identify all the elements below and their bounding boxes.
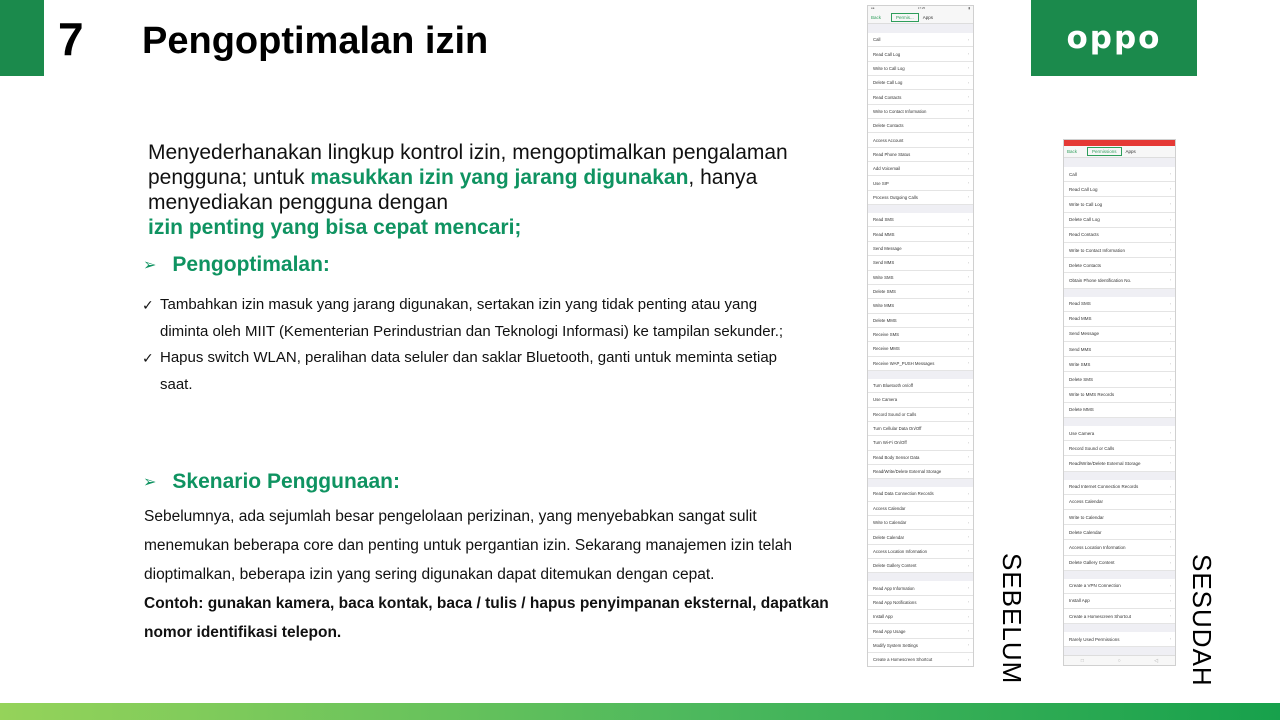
- permission-label: Access Location Information: [873, 548, 927, 554]
- permission-row[interactable]: [868, 299, 973, 313]
- permission-label: Read Internet Connection Records: [1069, 484, 1139, 490]
- chevron-right-icon: ›: [1169, 431, 1171, 436]
- permission-label: Modify System Settings: [873, 642, 918, 648]
- tab-permissions[interactable]: Permis...: [891, 13, 919, 22]
- permission-row[interactable]: [868, 342, 973, 356]
- permission-row[interactable]: [1064, 258, 1175, 273]
- scenario-example: Contoh: gunakan kamera, baca kontak, baca / tulis / hapus penyimpanan eksternal, dapatkan nomor identifikasi telepon.: [144, 595, 829, 641]
- permission-row[interactable]: [868, 328, 973, 342]
- permission-label: Write to Contact Information: [873, 108, 927, 114]
- permission-row[interactable]: [868, 62, 973, 76]
- permission-row[interactable]: [868, 90, 973, 104]
- permission-label: Receive WAP_PUSH Messages: [873, 360, 935, 366]
- permission-label: Read Call Log: [873, 51, 901, 57]
- permission-label: Turn Bluetooth on/off: [873, 383, 913, 389]
- intro-text-1: Menyederhanakan lingkup kontrol izin, mengoptimalkan pengalaman pengguna; untuk: [148, 141, 788, 189]
- permission-label: Use Camera: [1069, 430, 1095, 436]
- permission-label: Call: [873, 37, 881, 43]
- list-item: [142, 345, 802, 398]
- nav-home-icon[interactable]: ○: [1117, 657, 1121, 664]
- chevron-right-icon: ›: [1169, 263, 1171, 268]
- list-section-divider: [868, 25, 973, 33]
- slide-number: 7: [58, 13, 84, 65]
- permission-label: Create a Homescreen Shortcut: [1069, 613, 1132, 619]
- permission-label: Read App Information: [873, 585, 915, 591]
- permission-row[interactable]: [1064, 182, 1175, 197]
- chevron-right-icon: ›: [1169, 248, 1171, 253]
- chevron-right-icon: ›: [967, 397, 969, 402]
- optimization-heading-text: Pengoptimalan:: [172, 253, 330, 276]
- list-item-text: Hapus switch WLAN, peralihan data seluler dan saklar Bluetooth, ganti untuk meminta setiap saat.: [160, 349, 777, 393]
- permission-row[interactable]: [1064, 609, 1175, 624]
- permission-row[interactable]: [868, 408, 973, 422]
- permission-row[interactable]: [1064, 327, 1175, 342]
- permission-row[interactable]: [1064, 273, 1175, 288]
- permission-label: Delete Gallery Content: [873, 563, 917, 569]
- permission-label: Write to Call Log: [1069, 201, 1103, 207]
- permission-row[interactable]: [868, 451, 973, 465]
- permission-label: Delete Calendar: [873, 534, 905, 540]
- permission-label: Delete Contacts: [1069, 262, 1102, 268]
- permission-row[interactable]: [868, 314, 973, 328]
- permission-row[interactable]: [868, 610, 973, 624]
- permission-label: Record Sound or Calls: [1069, 445, 1115, 451]
- chevron-right-icon: ›: [1169, 187, 1171, 192]
- chevron-right-icon: ›: [1169, 484, 1171, 489]
- chevron-right-icon: ›: [1169, 347, 1171, 352]
- permission-row[interactable]: [868, 422, 973, 436]
- chevron-right-icon: ›: [967, 332, 969, 337]
- chevron-right-icon: ›: [967, 412, 969, 417]
- permission-label: Add Voicemail: [873, 166, 901, 172]
- permission-row[interactable]: [868, 624, 973, 638]
- permission-row[interactable]: [1064, 426, 1175, 441]
- permission-row[interactable]: [1064, 403, 1175, 418]
- chevron-right-icon: ›: [1169, 362, 1171, 367]
- permission-row[interactable]: [868, 379, 973, 393]
- chevron-right-icon: ›: [967, 109, 969, 114]
- intro-highlight-2: izin penting yang bisa cepat mencari;: [148, 216, 522, 239]
- permission-row[interactable]: [868, 33, 973, 47]
- slide-title: Pengoptimalan izin: [142, 20, 489, 62]
- intro-text-2: , hanya menyediakan pengguna dengan: [148, 166, 758, 214]
- back-button[interactable]: Back: [871, 15, 882, 20]
- scenario-heading-text: Skenario Penggunaan:: [172, 470, 400, 493]
- permission-row[interactable]: [1064, 441, 1175, 456]
- permission-label: Receive MMS: [873, 346, 900, 352]
- permission-row[interactable]: [868, 176, 973, 190]
- permission-list: [868, 24, 973, 667]
- chevron-right-icon: ›: [967, 455, 969, 460]
- permission-label: Read Data Connection Records: [873, 491, 934, 497]
- permission-label: Write to Contact Information: [1069, 247, 1125, 253]
- permission-row[interactable]: [1064, 197, 1175, 212]
- permission-row[interactable]: [868, 162, 973, 176]
- permission-row[interactable]: [868, 487, 973, 501]
- permission-row[interactable]: [1064, 167, 1175, 182]
- permission-label: Read MMS: [1069, 316, 1092, 322]
- chevron-right-icon: ›: [967, 181, 969, 186]
- chevron-right-icon: ›: [967, 260, 969, 265]
- permission-row[interactable]: [1064, 388, 1175, 403]
- permission-row[interactable]: [1064, 357, 1175, 372]
- permission-label: Read MMS: [873, 231, 895, 237]
- permission-label: Obtain Phone Identification No.: [1069, 277, 1132, 283]
- chevron-right-icon: ›: [967, 246, 969, 251]
- checkmark-icon: ✓: [142, 297, 154, 313]
- permission-row[interactable]: [1064, 632, 1175, 647]
- chevron-right-icon: ›: [1169, 278, 1171, 283]
- tab-apps[interactable]: Apps: [1125, 149, 1136, 154]
- list-section-divider: [868, 371, 973, 379]
- chevron-right-icon: ›: [967, 535, 969, 540]
- permission-row[interactable]: [1064, 525, 1175, 540]
- list-section-divider: [1064, 472, 1175, 480]
- permission-row[interactable]: [868, 133, 973, 147]
- permission-label: Delete Call Log: [1069, 217, 1100, 223]
- chevron-right-icon: ›: [967, 657, 969, 662]
- permission-label: Delete Calendar: [1069, 529, 1102, 535]
- permission-label: Write to Calendar: [873, 520, 907, 526]
- chevron-right-icon: ›: [1169, 232, 1171, 237]
- chevron-right-icon: ›: [1169, 545, 1171, 550]
- optimization-heading: [143, 253, 330, 277]
- label-after: SESUDAH: [1187, 554, 1217, 687]
- permission-row[interactable]: [868, 393, 973, 407]
- intro-highlight-1: masukkan izin yang jarang digunakan: [310, 166, 689, 189]
- list-section-divider: [1064, 159, 1175, 167]
- permission-row[interactable]: [1064, 243, 1175, 258]
- permission-label: Record Sound or Calls: [873, 411, 917, 417]
- chevron-right-icon: ›: [967, 123, 969, 128]
- permission-label: Turn Cellular Data On/Off: [873, 426, 922, 432]
- nav-back-icon[interactable]: ◁: [1154, 657, 1159, 664]
- permission-row[interactable]: [1064, 495, 1175, 510]
- permission-label: Delete SMS: [1069, 377, 1094, 383]
- permission-row[interactable]: [868, 596, 973, 610]
- chevron-right-icon: ›: [967, 383, 969, 388]
- permission-row[interactable]: [868, 213, 973, 227]
- permission-label: Read SMS: [873, 217, 894, 223]
- permission-label: Access Account: [873, 137, 904, 143]
- permission-label: Read Body Sensor Data: [873, 454, 920, 460]
- permission-label: Delete SMS: [873, 289, 896, 295]
- permission-label: Delete Contacts: [873, 123, 904, 129]
- chevron-right-icon: ›: [967, 629, 969, 634]
- chevron-right-icon: ›: [967, 303, 969, 308]
- permission-row[interactable]: [1064, 594, 1175, 609]
- chevron-right-icon: ›: [967, 614, 969, 619]
- permission-label: Turn Wi-Fi On/Off: [873, 440, 907, 446]
- permission-label: Call: [1069, 171, 1077, 177]
- list-section-divider: [1064, 624, 1175, 632]
- chevron-right-icon: ›: [967, 426, 969, 431]
- chevron-right-icon: ›: [967, 66, 969, 71]
- permission-row[interactable]: [868, 465, 973, 479]
- chevron-right-icon: ›: [967, 52, 969, 57]
- permission-label: Delete Call Log: [873, 80, 903, 86]
- permission-label: Create a VPN Connection: [1069, 583, 1121, 589]
- permission-label: Read Contacts: [1069, 232, 1099, 238]
- chevron-right-icon: ›: [1169, 316, 1171, 321]
- chevron-right-icon: ›: [1169, 637, 1171, 642]
- permission-list: [1064, 158, 1175, 647]
- permission-row[interactable]: [1064, 456, 1175, 471]
- nav-square-icon[interactable]: □: [1080, 657, 1084, 664]
- permission-label: Read Call Log: [1069, 186, 1098, 192]
- chevron-right-icon: ›: [1169, 598, 1171, 603]
- permission-row[interactable]: [868, 271, 973, 285]
- permission-row[interactable]: [1064, 579, 1175, 594]
- permission-label: Send Message: [873, 245, 902, 251]
- chevron-right-icon: ›: [1169, 331, 1171, 336]
- chevron-right-icon: ›: [967, 289, 969, 294]
- permission-row[interactable]: [868, 436, 973, 450]
- chevron-right-icon: ›: [967, 166, 969, 171]
- permission-row[interactable]: [868, 256, 973, 270]
- chevron-right-icon: ›: [1169, 202, 1171, 207]
- bottom-accent-bar: [0, 703, 1280, 720]
- chevron-right-icon: ›: [967, 152, 969, 157]
- chevron-right-icon: ›: [1169, 407, 1171, 412]
- permission-label: Write SMS: [1069, 361, 1091, 367]
- tab-apps[interactable]: Apps: [922, 15, 934, 20]
- chevron-right-icon: ›: [967, 346, 969, 351]
- logo-text: oppo: [1066, 20, 1162, 56]
- list-item: [142, 292, 802, 345]
- chevron-right-icon: ›: [967, 563, 969, 568]
- permission-row[interactable]: [1064, 510, 1175, 525]
- chevron-right-icon: ›: [967, 600, 969, 605]
- permission-row[interactable]: [868, 639, 973, 653]
- chevron-right-icon: ›: [967, 217, 969, 222]
- permission-label: Rarely Used Permissions: [1069, 636, 1120, 642]
- chevron-right-icon: ›: [1169, 172, 1171, 177]
- permission-label: Write to MMS Records: [1069, 392, 1115, 398]
- permission-label: Read Contacts: [873, 94, 902, 100]
- permission-row[interactable]: [1064, 556, 1175, 571]
- permission-label: Read SMS: [1069, 301, 1091, 307]
- permission-row[interactable]: [868, 516, 973, 530]
- permission-label: Process Outgoing Calls: [873, 194, 918, 200]
- chevron-right-icon: ›: [1169, 515, 1171, 520]
- permission-label: Receive SMS: [873, 332, 900, 338]
- permission-row[interactable]: [868, 148, 973, 162]
- permission-label: Read Phone Status: [873, 151, 911, 157]
- chevron-right-icon: ›: [1169, 499, 1171, 504]
- list-section-divider: [1064, 289, 1175, 297]
- scenario-heading: [143, 470, 400, 494]
- permission-row[interactable]: [868, 242, 973, 256]
- permission-row[interactable]: [868, 559, 973, 573]
- back-button[interactable]: Back: [1067, 149, 1078, 154]
- permission-label: Write to Call Log: [873, 65, 905, 71]
- list-section-divider: [868, 205, 973, 213]
- permission-label: Read/Write/Delete External Storage: [873, 469, 942, 475]
- list-section-divider: [1064, 571, 1175, 579]
- status-bar: ●● 17:25 ▮: [868, 6, 973, 12]
- permission-row[interactable]: [868, 530, 973, 544]
- chevron-right-icon: ›: [967, 195, 969, 200]
- chevron-right-icon: ›: [967, 37, 969, 42]
- permission-label: Delete MMS: [873, 317, 897, 323]
- chevron-right-icon: ›: [967, 138, 969, 143]
- permission-row[interactable]: [868, 545, 973, 559]
- permission-row[interactable]: [868, 357, 973, 371]
- permission-label: Delete Gallery Content: [1069, 560, 1115, 566]
- chevron-right-icon: ›: [967, 586, 969, 591]
- permission-row[interactable]: [1064, 312, 1175, 327]
- chevron-right-icon: ›: [967, 318, 969, 323]
- permission-row[interactable]: [1064, 228, 1175, 243]
- slide-number-block: [0, 0, 44, 76]
- chevron-right-icon: ›: [967, 491, 969, 496]
- chevron-right-icon: ›: [967, 520, 969, 525]
- chevron-right-icon: ›: [1169, 377, 1171, 382]
- scenario-text: Sebelumnya, ada sejumlah besar pengelolaan perizinan, yang menyebabkan sangat sulit menemukan beberapa core dan penting untuk pergantian izin. Sekarang manajemen izin telah dioptimalkan, beberapa izin yang sering digunakan dapat ditemukan dengan cepat.: [144, 508, 792, 583]
- arrow-bullet-icon: ➢: [143, 257, 157, 274]
- permission-label: Write SMS: [873, 274, 894, 280]
- optimization-list: [142, 292, 802, 398]
- chevron-right-icon: ›: [1169, 614, 1171, 619]
- permission-label: Create a Homescreen Shortcut: [873, 657, 933, 663]
- chevron-right-icon: ›: [967, 549, 969, 554]
- permission-row[interactable]: [1064, 297, 1175, 312]
- permission-label: Use Camera: [873, 397, 898, 403]
- permission-row[interactable]: [868, 105, 973, 119]
- chevron-right-icon: ›: [967, 232, 969, 237]
- permission-row[interactable]: [868, 47, 973, 61]
- chevron-right-icon: ›: [967, 80, 969, 85]
- scenario-body: [144, 502, 834, 647]
- permission-label: Access Calendar: [1069, 499, 1104, 505]
- intro-paragraph: [148, 140, 788, 240]
- phone-screenshot-before: [867, 5, 974, 667]
- permission-label: Read/Write/Delete External Storage: [1069, 460, 1141, 466]
- permission-label: Use SIP: [873, 180, 889, 186]
- permission-row[interactable]: [1064, 372, 1175, 387]
- phone-screenshot-after: [1063, 139, 1176, 666]
- permission-row[interactable]: [1064, 213, 1175, 228]
- permission-label: Access Location Information: [1069, 544, 1126, 550]
- permission-label: Send MMS: [1069, 346, 1092, 352]
- chevron-right-icon: ›: [967, 506, 969, 511]
- chevron-right-icon: ›: [1169, 583, 1171, 588]
- chevron-right-icon: ›: [967, 95, 969, 100]
- permission-row[interactable]: [868, 191, 973, 205]
- permission-label: Read App Usage: [873, 628, 906, 634]
- list-section-divider: [868, 573, 973, 581]
- list-section-divider: [868, 479, 973, 487]
- permission-label: Send Message: [1069, 331, 1100, 337]
- oppo-logo: [1031, 0, 1197, 76]
- chevron-right-icon: ›: [1169, 217, 1171, 222]
- tab-permissions[interactable]: Permissions: [1087, 147, 1122, 156]
- permission-row[interactable]: [1064, 480, 1175, 495]
- permission-row[interactable]: [1064, 540, 1175, 555]
- permission-label: Access Calendar: [873, 505, 906, 511]
- permission-row[interactable]: [868, 581, 973, 595]
- checkmark-icon: ✓: [142, 350, 154, 366]
- chevron-right-icon: ›: [967, 440, 969, 445]
- chevron-right-icon: ›: [967, 643, 969, 648]
- chevron-right-icon: ›: [1169, 392, 1171, 397]
- chevron-right-icon: ›: [967, 469, 969, 474]
- chevron-right-icon: ›: [1169, 301, 1171, 306]
- permission-row[interactable]: [1064, 342, 1175, 357]
- permission-row[interactable]: [868, 653, 973, 667]
- permission-label: Install App: [873, 614, 893, 620]
- permission-label: Send MMS: [873, 260, 895, 266]
- permission-row[interactable]: [868, 502, 973, 516]
- chevron-right-icon: ›: [1169, 446, 1171, 451]
- permission-row[interactable]: [868, 119, 973, 133]
- chevron-right-icon: ›: [1169, 530, 1171, 535]
- permission-row[interactable]: [868, 285, 973, 299]
- chevron-right-icon: ›: [1169, 560, 1171, 565]
- permission-row[interactable]: [868, 227, 973, 241]
- phone-tab-bar: [1064, 655, 1175, 665]
- permission-label: Write MMS: [873, 303, 895, 309]
- chevron-right-icon: ›: [967, 275, 969, 280]
- nav-bar: [1064, 146, 1175, 158]
- permission-row[interactable]: [868, 76, 973, 90]
- chevron-right-icon: ›: [967, 361, 969, 366]
- chevron-right-icon: ›: [1169, 461, 1171, 466]
- list-item-text: Tambahkan izin masuk yang jarang digunakan, sertakan izin yang tidak penting atau yang diminta oleh MIIT (Kementerian Perindustrian dan Teknologi Informasi) ke tampilan sekunder.;: [160, 296, 784, 340]
- arrow-bullet-icon: ➢: [143, 474, 157, 491]
- permission-label: Read App Notifications: [873, 599, 917, 605]
- list-section-divider: [1064, 418, 1175, 426]
- permission-label: Install App: [1069, 598, 1090, 604]
- nav-bar: [868, 12, 973, 24]
- label-before: SEBELUM: [997, 553, 1027, 685]
- permission-label: Write to Calendar: [1069, 514, 1104, 520]
- permission-label: Delete MMS: [1069, 407, 1094, 413]
